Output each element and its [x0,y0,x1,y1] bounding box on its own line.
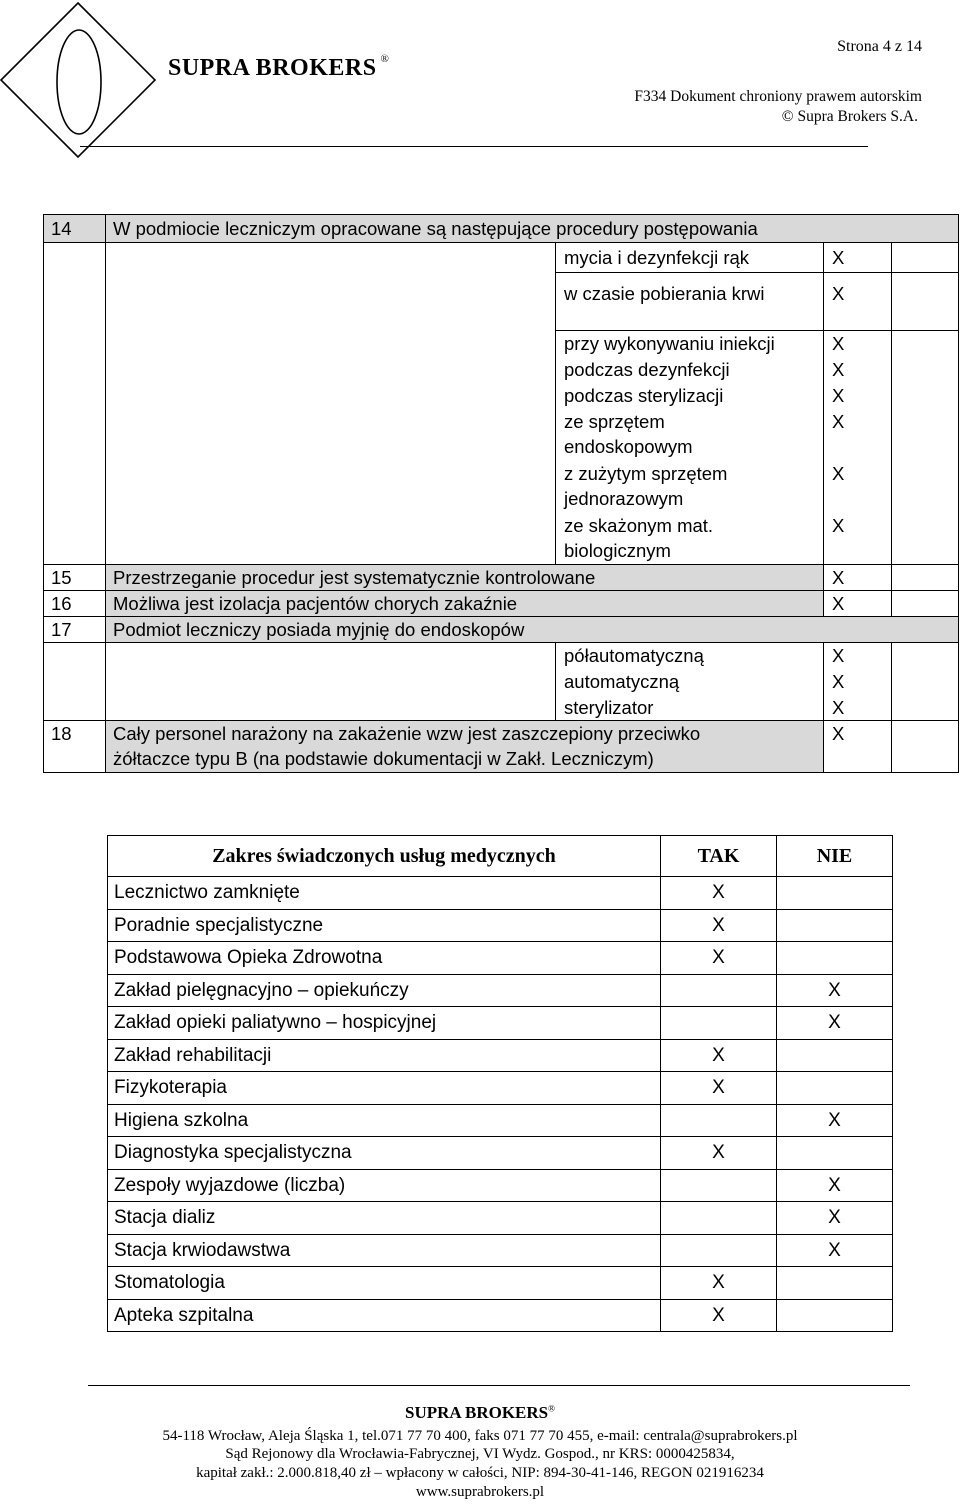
answer-mark: X [824,331,892,357]
service-no-mark [777,1267,893,1300]
service-yes-mark: X [661,1039,777,1072]
services-table [107,835,893,1332]
service-yes-mark [661,1007,777,1040]
service-name: Zakład pielęgnacyjno – opiekuńczy [108,974,661,1007]
footer-divider [88,1385,910,1386]
service-no-mark [777,877,893,910]
answer-label: automatyczną [556,669,824,695]
answer-mark: X [824,669,892,695]
question-row [44,565,959,591]
service-name: Stacja krwiodawstwa [108,1234,661,1267]
service-name: Lecznictwo zamknięte [108,877,661,910]
service-no-mark: X [777,1104,893,1137]
service-row [108,1007,893,1040]
answer-row [44,643,959,669]
question-row [44,617,959,643]
answer-mark: X [824,409,892,461]
service-no-mark: X [777,974,893,1007]
services-header-yes: TAK [661,836,777,877]
service-row [108,1137,893,1170]
question-text: W podmiocie leczniczym opracowane są następujące procedury postępowania [106,215,959,243]
answer-mark: X [824,273,892,331]
service-row [108,877,893,910]
service-yes-mark [661,1202,777,1235]
service-yes-mark: X [661,1267,777,1300]
service-row [108,909,893,942]
answer-mark: X [824,643,892,669]
service-no-mark [777,942,893,975]
header-brand: SUPRA BROKERS ® [168,53,390,81]
question-number: 15 [44,565,106,591]
service-no-mark [777,909,893,942]
service-yes-mark: X [661,909,777,942]
service-name: Zakład opieki paliatywno – hospicyjnej [108,1007,661,1040]
service-yes-mark: X [661,942,777,975]
services-header-name: Zakres świadczonych usług medycznych [108,836,661,877]
answer-mark: X [824,565,892,591]
answer-mark: X [824,591,892,617]
service-no-mark: X [777,1007,893,1040]
service-name: Diagnostyka specjalistyczna [108,1137,661,1170]
service-no-mark: X [777,1234,893,1267]
question-text: Cały personel narażony na zakażenie wzw jest zaszczepiony przeciwko żółtaczce typu B (na podstawie dokumentacji w Zakł. Leczniczym) [106,721,824,773]
footer-court: Sąd Rejonowy dla Wrocławia-Fabrycznej, VI Wydz. Gospod., nr KRS: 0000425834, [225,1446,735,1462]
service-no-mark [777,1072,893,1105]
question-text: Możliwa jest izolacja pacjentów chorych zakaźnie [106,591,824,617]
service-name: Stacja dializ [108,1202,661,1235]
answer-label: z zużytym sprzętem jednorazowym [556,461,824,513]
question-row [44,591,959,617]
service-no-mark [777,1137,893,1170]
question-number: 17 [44,617,106,643]
service-yes-mark [661,1169,777,1202]
service-row [108,1267,893,1300]
service-row [108,1104,893,1137]
service-name: Poradnie specjalistyczne [108,909,661,942]
service-row [108,974,893,1007]
copyright-notice: F334 Dokument chroniony prawem autorskim [634,88,922,105]
answer-mark: X [824,695,892,721]
page-number: Strona 4 z 14 [837,38,922,55]
checklist-table [43,214,959,773]
service-row [108,942,893,975]
service-name: Apteka szpitalna [108,1299,661,1332]
service-name: Higiena szkolna [108,1104,661,1137]
service-yes-mark [661,1234,777,1267]
service-row [108,1202,893,1235]
question-row [44,215,959,243]
service-name: Stomatologia [108,1267,661,1300]
answer-label: ze skażonym mat. biologicznym [556,513,824,565]
footer-capital: kapitał zakł.: 2.000.818,40 zł – wpłacony w całości, NIP: 894-30-41-146, REGON 021916234 [196,1465,764,1481]
service-row [108,1169,893,1202]
footer-website: www.suprabrokers.pl [415,1484,545,1500]
answer-row [44,243,959,273]
service-yes-mark [661,1104,777,1137]
service-yes-mark: X [661,877,777,910]
service-no-mark [777,1039,893,1072]
service-no-mark: X [777,1202,893,1235]
service-yes-mark: X [661,1299,777,1332]
services-header-no: NIE [777,836,893,877]
copyright-owner: © Supra Brokers S.A. [781,108,918,125]
question-row [44,721,959,773]
footer-brand: SUPRA BROKERS® [405,1403,555,1422]
question-number: 18 [44,721,106,773]
answer-label: podczas sterylizacji [556,383,824,409]
answer-mark: X [824,243,892,273]
answer-label: półautomatyczną [556,643,824,669]
service-row [108,1039,893,1072]
question-text: Podmiot leczniczy posiada myjnię do endoskopów [106,617,959,643]
answer-mark: X [824,357,892,383]
footer-address: 54-118 Wrocław, Aleja Śląska 1, tel.071 77 70 400, faks 071 77 70 455, e-mail: centrala@suprabrokers.pl [162,1428,798,1444]
question-text: Przestrzeganie procedur jest systematycznie kontrolowane [106,565,824,591]
service-yes-mark: X [661,1072,777,1105]
answer-label: w czasie pobierania krwi [556,273,824,331]
question-number: 14 [44,215,106,243]
answer-mark: X [824,383,892,409]
header-divider [80,146,868,147]
answer-label: podczas dezynfekcji [556,357,824,383]
answer-mark: X [824,513,892,565]
answer-label: mycia i dezynfekcji rąk [556,243,824,273]
company-logo [0,0,160,160]
service-row [108,1072,893,1105]
service-no-mark: X [777,1169,893,1202]
answer-mark: X [824,721,892,773]
answer-label: przy wykonywaniu iniekcji [556,331,824,357]
service-name: Podstawowa Opieka Zdrowotna [108,942,661,975]
service-row [108,1234,893,1267]
answer-label: sterylizator [556,695,824,721]
services-header-row [108,836,893,877]
answer-mark: X [824,461,892,513]
service-yes-mark: X [661,1137,777,1170]
question-number: 16 [44,591,106,617]
service-row [108,1299,893,1332]
service-name: Fizykoterapia [108,1072,661,1105]
service-no-mark [777,1299,893,1332]
service-yes-mark [661,974,777,1007]
service-name: Zespoły wyjazdowe (liczba) [108,1169,661,1202]
service-name: Zakład rehabilitacji [108,1039,661,1072]
answer-label: ze sprzętem endoskopowym [556,409,824,461]
